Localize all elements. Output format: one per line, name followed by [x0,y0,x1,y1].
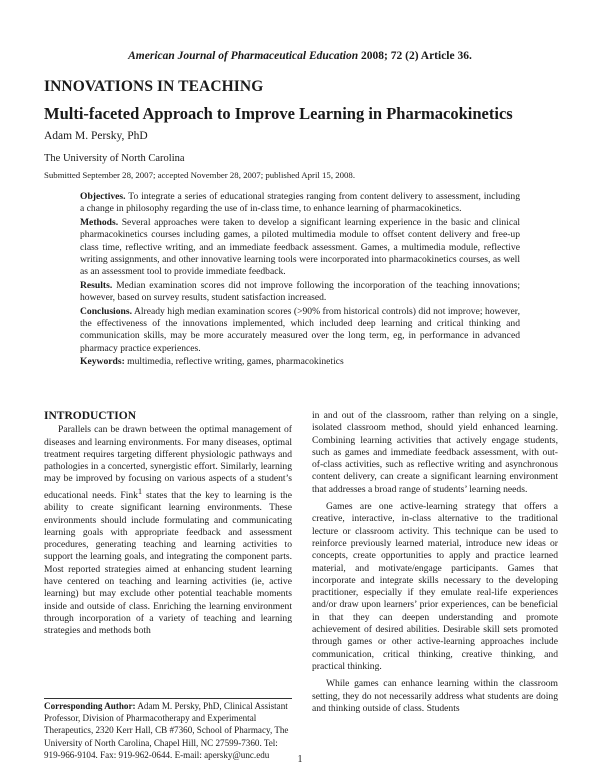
introduction-heading: INTRODUCTION [44,410,137,422]
body-column-left [44,410,292,638]
abstract-conclusions [80,306,520,356]
author-name: Adam M. Persky, PhD [44,130,148,142]
conclusions-text: Already high median examination scores (>90% from historical controls) did not improve; however, the effectiveness of the innovations implemented, which included deep learning and critical thinking and communication skills, may be more accurately measured over the long term, eg, in performance in advanced pharmacy practice experiences. [80,305,520,354]
methods-text: Several approaches were taken to develop a significant learning experience in the basic and clinical pharmacokinetics courses including games, a piloted multimedia module to offset content delivery and free-up class time, reflective writing, and an immediate feedback assessment. Games, a multimedia module, reflective writing assignments, and other innovative learning tools were incorporated into pharmacokinetics courses, as well as an assessment tool to provide immediate feedback. [80,216,520,278]
results-label: Results. [80,279,113,291]
abstract-results [80,280,520,305]
keywords-text: multimedia, reflective writing, games, pharmacokinetics [127,356,344,368]
journal-citation-header [0,50,600,62]
section-heading: INNOVATIONS IN TEACHING [44,78,264,95]
article-title: Multi-faceted Approach to Improve Learning in Pharmacokinetics [44,104,513,123]
objectives-label: Objectives. [80,191,126,202]
footnote-divider [44,698,292,699]
journal-name: American Journal of Pharmaceutical Education [128,50,359,62]
keywords-label: Keywords: [80,356,125,368]
body-column-right [312,410,558,715]
intro-paragraph-3: While games can enhance learning within the classroom setting, they do not necessarily address what students are doing and thinking outside of class. Students [312,678,558,714]
corresponding-author-text: Adam M. Persky, PhD, Clinical Assistant Professor, Division of Pharmacotherapy and Experimental Therapeutics, 2320 Kerr Hall, CB #7360, School of Pharmacy, The University of North Carolina, Chapel Hill, NC 27599-7360. Tel: 919-966-9104. Fax: 919-962-0644. E-mail: apersky@unc.edu [44,701,289,760]
page-number: 1 [297,754,303,765]
objectives-text: To integrate a series of educational strategies ranging from content delivery to assessment, including a change in philosophy regarding the use of in-class time, to enhance learning of pharmacokinetics. [80,191,520,215]
intro-p1-part-a: Parallels can be drawn between the optimal management of diseases and learning environments. For many diseases, optimal treatment requires targeting different physiologic pathways and pathologies in a concerted, synergistic effort. Similarly, learning may be improved by focusing on various aspects of a student’s educational needs. Fink [44,424,292,501]
abstract-objectives [80,191,520,216]
author-affiliation: The University of North Carolina [44,153,185,164]
corresponding-author-note [44,700,292,761]
abstract [80,191,520,370]
abstract-keywords [80,356,520,368]
abstract-methods [80,217,520,279]
journal-citation: 2008; 72 (2) Article 36. [361,50,472,62]
citation-superscript: 1 [137,486,142,496]
conclusions-label: Conclusions. [80,305,132,317]
intro-paragraph-2: Games are one active-learning strategy that offers a creative, interactive, in-class alternative to the traditional lecture or classroom activity. This technique can be used to reinforce previously learned material, introduce new ideas or concepts, create opportunities to apply and practice learned material, and motivate/engage participants. Games that incorporate and integrate skills necessary to the developing practitioner, especially if they emulate real-life experiences and/or draw upon learners’ prior experiences, can be beneficial in that they can deepen understanding and promote achievement of desired abilities. Desirable skill sets promoted through games or other active-learning approaches include communication, critical thinking, creative thinking, and practical thinking. [312,501,558,672]
intro-paragraph-1 [44,424,292,637]
intro-p1-part-b: states that the key to learning is the ability to create significant learning environments. These environments should include formulating and communicating learning goals with appropriate feedback and assessment procedures, generating teaching and learning activities to support the learning goals, and integrating the component parts. Most reported strategies aimed at enhancing student learning have centered on teaching and learning activities (ie, active learning) but may exclude other potential teachable moments inside and outside of class. Enriching the learning environment through incorporation of a variety of teaching and learning strategies and methods both [44,489,292,637]
methods-label: Methods. [80,216,119,228]
corresponding-author-label: Corresponding Author: [44,701,136,711]
results-text: Median examination scores did not improve following the incorporation of the teaching innovations; however, based on survey results, student satisfaction increased. [80,279,521,304]
intro-paragraph-1-continued: in and out of the classroom, rather than relying on a single, isolated classroom method, should yield enhanced learning. Combining learning activities that actively engage students, such as games and immediate feedback assessment, with out-of-class activities, such as reflective writing and asynchronous content delivery, can create a significant learning environment that addresses a broad range of students’ learning needs. [312,410,558,495]
submission-dates: Submitted September 28, 2007; accepted November 28, 2007; published April 15, 2008. [44,170,356,180]
